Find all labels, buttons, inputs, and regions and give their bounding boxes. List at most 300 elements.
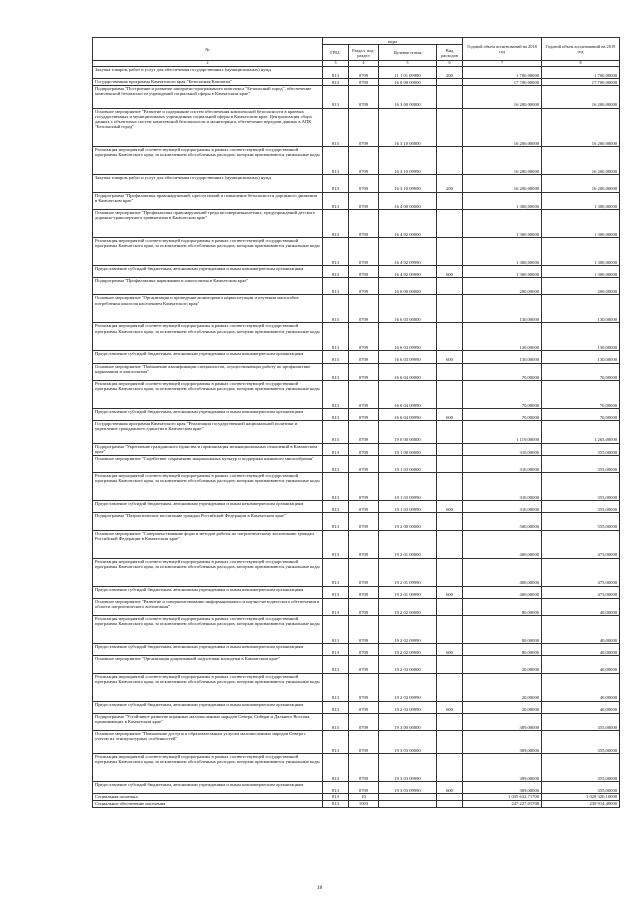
row-volume-2019: 1 300,00000 xyxy=(542,237,620,265)
row-volume-2018: 1 300,00000 xyxy=(463,265,542,277)
row-volume-2019: 16 200,00000 xyxy=(542,147,620,175)
row-grbs: 813 xyxy=(323,421,349,444)
row-grbs: 813 xyxy=(323,175,349,192)
row-section: 0709 xyxy=(349,192,379,209)
row-expense-type: 600 xyxy=(437,351,463,363)
row-section: 0709 xyxy=(349,616,379,644)
row-target-code: 19 1 03 00000 xyxy=(379,455,437,472)
row-section: 0709 xyxy=(349,656,379,673)
row-volume-2018: 1 035 632,71700 xyxy=(463,793,542,800)
row-volume-2018: 309,00000 xyxy=(463,781,542,793)
row-volume-2018: 310,00000 xyxy=(463,501,542,513)
table-row xyxy=(93,443,620,455)
row-grbs: 813 xyxy=(323,731,349,754)
row-volume-2019: 40,00000 xyxy=(542,656,620,673)
row-target-code: 16 3 10 09990 xyxy=(379,147,437,175)
header-num: № xyxy=(93,38,323,61)
row-name: Основное мероприятие "Повышение доступа к образовательным услугам малочисленных народов Севера с учетом их этнокультурных особенностей" xyxy=(93,731,323,754)
table-row xyxy=(93,800,620,807)
row-expense-type xyxy=(437,323,463,351)
row-expense-type: 600 xyxy=(437,586,463,598)
row-name: Основное мероприятие "Повышение квалификации специалистов, осуществляющих работу по профилактике наркомании и алкоголизма" xyxy=(93,363,323,380)
row-section: 0709 xyxy=(349,644,379,656)
table-row xyxy=(93,265,620,277)
index-cell: 7 xyxy=(463,61,542,67)
table-row xyxy=(93,673,620,701)
row-volume-2018: 16 200,00000 xyxy=(463,85,542,108)
row-expense-type: 600 xyxy=(437,408,463,420)
row-expense-type xyxy=(437,598,463,615)
table-row xyxy=(93,408,620,420)
row-volume-2018: 310,00000 xyxy=(463,443,542,455)
row-target-code: 19 3 00 00000 xyxy=(379,713,437,730)
row-target-code: 16 4 02 00000 xyxy=(379,209,437,237)
row-expense-type xyxy=(437,278,463,295)
row-name: Реализация мероприятий соответствующей подпрограммы в рамках соответствующей государственной программы Камчатского края, за исключением обособленных расходов, которым присваиваются уникальные коды xyxy=(93,753,323,781)
row-volume-2018: 400,00000 xyxy=(463,530,542,558)
row-grbs: 813 xyxy=(323,237,349,265)
row-volume-2019: 355,00000 xyxy=(542,731,620,754)
row-grbs: 813 xyxy=(323,530,349,558)
row-target-code: 19 2 02 09990 xyxy=(379,644,437,656)
row-name: Подпрограмма "Патриотическое воспитание граждан Российской Федерации в Камчатском крае" xyxy=(93,513,323,530)
row-volume-2019: 16 200,00000 xyxy=(542,108,620,147)
row-volume-2019: 1 300,00000 xyxy=(542,265,620,277)
row-grbs: 813 xyxy=(323,108,349,147)
page-number: 18 xyxy=(316,885,323,891)
row-target-code: 16 6 03 09990 xyxy=(379,323,437,351)
row-target-code: 16 6 03 09990 xyxy=(379,351,437,363)
row-expense-type xyxy=(437,380,463,408)
row-target-code: 16 6 03 00000 xyxy=(379,295,437,323)
row-volume-2019: 555,00000 xyxy=(542,513,620,530)
row-volume-2018: 400,00000 xyxy=(463,558,542,586)
header-codes: коды xyxy=(323,38,463,45)
row-target-code xyxy=(379,793,437,800)
table-row xyxy=(93,701,620,713)
row-volume-2018: 70,00000 xyxy=(463,408,542,420)
table-row xyxy=(93,753,620,781)
table-row xyxy=(93,209,620,237)
row-volume-2018: 309,00000 xyxy=(463,731,542,754)
row-target-code: 16 3 10 00000 xyxy=(379,108,437,147)
row-name: Предоставление субсидий бюджетным, автономным учреждениям и иным некоммерческим организациям xyxy=(93,781,323,793)
row-grbs: 813 xyxy=(323,79,349,86)
row-expense-type xyxy=(437,421,463,444)
row-name: Основное мероприятие "Профилактика правонарушений среди несовершеннолетних, предупреждений детского дорожно-транспортного травматизма в Камчатском крае" xyxy=(93,209,323,237)
row-grbs: 813 xyxy=(323,408,349,420)
table-row xyxy=(93,79,620,86)
row-target-code: 19 2 01 09990 xyxy=(379,558,437,586)
row-grbs: 813 xyxy=(323,616,349,644)
index-cell: 3 xyxy=(323,61,349,67)
row-volume-2019: 40,00000 xyxy=(542,701,620,713)
row-expense-type xyxy=(437,363,463,380)
header-section: Раздел, под-раздел xyxy=(349,45,379,61)
row-section: 0709 xyxy=(349,265,379,277)
row-section: 0709 xyxy=(349,295,379,323)
row-section: 0709 xyxy=(349,673,379,701)
index-cell: 6 xyxy=(437,61,463,67)
row-grbs: 813 xyxy=(323,455,349,472)
row-name: Предоставление субсидий бюджетным, автономным учреждениям и иным некоммерческим организациям xyxy=(93,408,323,420)
row-expense-type xyxy=(437,558,463,586)
row-volume-2018: 20,00000 xyxy=(463,656,542,673)
row-section: 0709 xyxy=(349,701,379,713)
row-volume-2018: 130,00000 xyxy=(463,295,542,323)
row-expense-type xyxy=(437,79,463,86)
table-row xyxy=(93,616,620,644)
row-section: 0709 xyxy=(349,108,379,147)
row-grbs: 813 xyxy=(323,380,349,408)
table-row xyxy=(93,513,620,530)
table-row xyxy=(93,558,620,586)
row-expense-type xyxy=(437,192,463,209)
index-cell: 5 xyxy=(379,61,437,67)
row-section: 0709 xyxy=(349,558,379,586)
row-volume-2018: 20,00000 xyxy=(463,701,542,713)
row-volume-2019: 70,00000 xyxy=(542,363,620,380)
index-cell: 4 xyxy=(349,61,379,67)
row-volume-2018: 310,00000 xyxy=(463,455,542,472)
row-name: Основное мероприятие "Организация допризывной подготовки молодежи в Камчатском крае" xyxy=(93,656,323,673)
row-expense-type: 600 xyxy=(437,781,463,793)
row-name: Предоставление субсидий бюджетным, автономным учреждениям и иным некоммерческим организациям xyxy=(93,265,323,277)
row-volume-2019: 130,00000 xyxy=(542,351,620,363)
row-grbs: 813 xyxy=(323,443,349,455)
row-volume-2019: 16 200,00000 xyxy=(542,85,620,108)
table-row xyxy=(93,278,620,295)
row-volume-2018: 17 700,00000 xyxy=(463,79,542,86)
row-volume-2018: 1 300,00000 xyxy=(463,237,542,265)
row-volume-2019: 355,00000 xyxy=(542,713,620,730)
row-expense-type xyxy=(437,455,463,472)
table-row xyxy=(93,295,620,323)
row-volume-2018: 80,00000 xyxy=(463,644,542,656)
row-volume-2019: 40,00000 xyxy=(542,598,620,615)
row-expense-type xyxy=(437,753,463,781)
row-target-code: 16 6 04 00000 xyxy=(379,363,437,380)
row-grbs: 813 xyxy=(323,295,349,323)
row-target-code: 19 1 03 09990 xyxy=(379,473,437,501)
row-volume-2019: 1 700,00000 xyxy=(542,67,620,79)
row-section: 0709 xyxy=(349,753,379,781)
row-name: Реализация мероприятий соответствующей подпрограммы в рамках соответствующей государственной программы Камчатского края, за исключением обособленных расходов, которым присваиваются уникальные коды xyxy=(93,616,323,644)
row-target-code: 19 2 01 09990 xyxy=(379,586,437,598)
table-row xyxy=(93,237,620,265)
row-name: Реализация мероприятий соответствующей подпрограммы в рамках соответствующей государственной программы Камчатского края, за исключением обособленных расходов, которым присваиваются уникальные коды xyxy=(93,147,323,175)
row-volume-2019: 355,00000 xyxy=(542,781,620,793)
row-volume-2018: 130,00000 xyxy=(463,351,542,363)
row-name: Подпрограмма "Укрепление гражданского единства и гармонизация межнациональных отношений в Камчатском крае" xyxy=(93,443,323,455)
row-section: 0709 xyxy=(349,67,379,79)
row-section: 0709 xyxy=(349,278,379,295)
row-volume-2018: 1 300,00000 xyxy=(463,209,542,237)
row-name: Основное мероприятие "Содействие сохранению национальных культур и поддержка языкового многообразия" xyxy=(93,455,323,472)
row-expense-type xyxy=(437,85,463,108)
row-grbs: 813 xyxy=(323,363,349,380)
row-target-code: 16 6 04 09990 xyxy=(379,408,437,420)
row-target-code: 19 2 03 09990 xyxy=(379,701,437,713)
row-expense-type: 600 xyxy=(437,265,463,277)
header-target: Целевая статья xyxy=(379,45,437,61)
table-row xyxy=(93,380,620,408)
row-target-code: 19 2 02 00000 xyxy=(379,598,437,615)
row-volume-2018: 1 700,00000 xyxy=(463,67,542,79)
row-section: 0709 xyxy=(349,380,379,408)
row-section: 0709 xyxy=(349,473,379,501)
row-expense-type xyxy=(437,793,463,800)
row-grbs: 813 xyxy=(323,713,349,730)
index-cell: 8 xyxy=(542,61,620,67)
row-section: 0709 xyxy=(349,237,379,265)
row-volume-2018: 200,00000 xyxy=(463,278,542,295)
row-grbs: 813 xyxy=(323,598,349,615)
row-section: 0709 xyxy=(349,79,379,86)
row-volume-2018: 16 200,00000 xyxy=(463,175,542,192)
row-volume-2019: 355,00000 xyxy=(542,473,620,501)
row-grbs: 813 xyxy=(323,513,349,530)
row-section: 10 xyxy=(349,793,379,800)
row-grbs: 813 xyxy=(323,147,349,175)
row-grbs: 813 xyxy=(323,753,349,781)
row-expense-type xyxy=(437,209,463,237)
row-section: 0709 xyxy=(349,209,379,237)
row-grbs: 813 xyxy=(323,793,349,800)
row-target-code: 16 6 00 00000 xyxy=(379,278,437,295)
row-grbs: 813 xyxy=(323,673,349,701)
row-target-code: 19 0 00 00000 xyxy=(379,421,437,444)
row-expense-type xyxy=(437,513,463,530)
row-volume-2018: 310,00000 xyxy=(463,473,542,501)
row-name: Основное мероприятие "Организация и проведение мониторинга наркоситуации и изучения масштабов потребления алкоголя населением Камчатского края" xyxy=(93,295,323,323)
table-row xyxy=(93,351,620,363)
row-expense-type xyxy=(437,147,463,175)
table-row xyxy=(93,192,620,209)
row-name: Подпрограмма "Профилактика наркомании и алкоголизма в Камчатском крае" xyxy=(93,278,323,295)
row-section: 0709 xyxy=(349,175,379,192)
row-name: Подпрограмма "Устойчивое развитие коренных малочисленных народов Севера, Сибири и Дальнего Востока, проживающих в Камчатском крае" xyxy=(93,713,323,730)
row-expense-type xyxy=(437,656,463,673)
row-volume-2018: 400,00000 xyxy=(463,586,542,598)
row-name: Подпрограмма "Профилактика правонарушений, преступлений и повышение безопасности дорожного движения в Камчатском крае" xyxy=(93,192,323,209)
header-grbs: ГРБС xyxy=(323,45,349,61)
row-name: Социальное обеспечение населения xyxy=(93,800,323,807)
row-volume-2018: 130,00000 xyxy=(463,323,542,351)
table-row xyxy=(93,586,620,598)
row-name: Основное мероприятие "Совершенствование форм и методов работы по патриотическому воспитанию граждан Российской Федерации в Камчатском крае" xyxy=(93,530,323,558)
table-row xyxy=(93,713,620,730)
budget-sheet xyxy=(92,37,619,808)
row-expense-type xyxy=(437,108,463,147)
row-section: 0709 xyxy=(349,781,379,793)
row-target-code: 19 3 03 00000 xyxy=(379,731,437,754)
row-volume-2019: 1 265,00000 xyxy=(542,421,620,444)
row-volume-2019: 40,00000 xyxy=(542,673,620,701)
row-name: Предоставление субсидий бюджетным, автономным учреждениям и иным некоммерческим организациям xyxy=(93,701,323,713)
row-volume-2019: 1 300,00000 xyxy=(542,192,620,209)
row-name: Предоставление субсидий бюджетным, автономным учреждениям и иным некоммерческим организациям xyxy=(93,586,323,598)
row-target-code: 19 1 00 00000 xyxy=(379,443,437,455)
row-grbs: 813 xyxy=(323,781,349,793)
budget-table xyxy=(92,37,620,808)
table-row xyxy=(93,323,620,351)
row-volume-2019: 130,00000 xyxy=(542,295,620,323)
row-volume-2018: 247 227,01700 xyxy=(463,800,542,807)
table-row xyxy=(93,731,620,754)
row-grbs: 813 xyxy=(323,209,349,237)
row-target-code: 19 3 03 09990 xyxy=(379,781,437,793)
row-target-code: 16 4 02 09990 xyxy=(379,237,437,265)
row-expense-type xyxy=(437,530,463,558)
row-name: Реализация мероприятий соответствующей подпрограммы в рамках соответствующей государственной программы Камчатского края, за исключением обособленных расходов, которым присваиваются уникальные коды xyxy=(93,673,323,701)
index-cell: 2 xyxy=(93,61,323,67)
row-volume-2018: 70,00000 xyxy=(463,363,542,380)
row-target-code: 16 4 02 09990 xyxy=(379,265,437,277)
row-section: 0709 xyxy=(349,351,379,363)
table-row xyxy=(93,530,620,558)
row-target-code: 16 3 00 00000 xyxy=(379,85,437,108)
row-name: Государственная программа Камчатского края "Безопасная Камчатка" xyxy=(93,79,323,86)
row-section: 0709 xyxy=(349,443,379,455)
row-volume-2019: 355,00000 xyxy=(542,455,620,472)
row-volume-2018: 1 300,00000 xyxy=(463,192,542,209)
row-name: Реализация мероприятий соответствующей подпрограммы в рамках соответствующей государственной программы Камчатского края, за исключением обособленных расходов, которым присваиваются уникальные коды xyxy=(93,558,323,586)
table-row xyxy=(93,421,620,444)
row-name: Подпрограмма "Построение и развитие аппаратно-программного комплекса "Безопасный город", обеспечение комплексной безопасности учреждений социальной сферы в Камчатском крае" xyxy=(93,85,323,108)
row-grbs: 813 xyxy=(323,644,349,656)
row-target-code: 19 2 02 09990 xyxy=(379,616,437,644)
row-grbs: 813 xyxy=(323,656,349,673)
row-volume-2019: 16 200,00000 xyxy=(542,175,620,192)
row-volume-2019: 239 914,40000 xyxy=(542,800,620,807)
row-name: Социальная политика xyxy=(93,793,323,800)
row-volume-2019: 200,00000 xyxy=(542,278,620,295)
row-section: 0709 xyxy=(349,147,379,175)
row-section: 0709 xyxy=(349,421,379,444)
row-volume-2019: 355,00000 xyxy=(542,753,620,781)
row-volume-2018: 309,00000 xyxy=(463,753,542,781)
table-row xyxy=(93,363,620,380)
row-grbs: 813 xyxy=(323,473,349,501)
header-vol2018: Годовой объем ассигнований на 2018 год xyxy=(463,38,542,61)
row-expense-type xyxy=(437,800,463,807)
row-expense-type: 600 xyxy=(437,501,463,513)
row-name: Основное мероприятие "Развитие и содержание систем обеспечения комплексной безопасности в краевых государственных и муниципальных учреждениях социальной сферы в Камчатском крае. Централизация сбора данных с объектовых систем комплексной безопасности и мониторинга, обеспечение передачи данных в АПК "Безопасный город" xyxy=(93,108,323,147)
row-grbs: 813 xyxy=(323,278,349,295)
row-volume-2019: 355,00000 xyxy=(542,501,620,513)
row-expense-type xyxy=(437,295,463,323)
header-exp-type: Вид расходов xyxy=(437,45,463,61)
row-volume-2019: 1 300,00000 xyxy=(542,209,620,237)
row-target-code: 19 2 03 09990 xyxy=(379,673,437,701)
row-name: Реализация мероприятий соответствующей подпрограммы в рамках соответствующей государственной программы Камчатского края, за исключением обособленных расходов, которым присваиваются уникальные коды xyxy=(93,380,323,408)
row-expense-type xyxy=(437,616,463,644)
row-name: Предоставление субсидий бюджетным, автономным учреждениям и иным некоммерческим организациям xyxy=(93,351,323,363)
row-volume-2019: 70,00000 xyxy=(542,380,620,408)
row-name: Реализация мероприятий соответствующей подпрограммы в рамках соответствующей государственной программы Камчатского края, за исключением обособленных расходов, которым присваиваются уникальные коды xyxy=(93,473,323,501)
header-vol2019: Годовой объем ассигнований на 2019 год xyxy=(542,38,620,61)
row-volume-2018: 309,00000 xyxy=(463,713,542,730)
row-expense-type: 600 xyxy=(437,644,463,656)
row-section: 0709 xyxy=(349,530,379,558)
row-name: Предоставление субсидий бюджетным, автономным учреждениям и иным некоммерческим организациям xyxy=(93,644,323,656)
row-name: Государственная программа Камчатского края "Реализация государственной национальной политики и укрепление гражданского единства в Камчатском крае" xyxy=(93,421,323,444)
row-section: 0709 xyxy=(349,513,379,530)
row-volume-2018: 16 200,00000 xyxy=(463,108,542,147)
row-section: 0709 xyxy=(349,731,379,754)
table-row xyxy=(93,455,620,472)
row-grbs: 813 xyxy=(323,701,349,713)
row-section: 0709 xyxy=(349,455,379,472)
row-grbs: 813 xyxy=(323,192,349,209)
table-row xyxy=(93,147,620,175)
row-volume-2019: 475,00000 xyxy=(542,558,620,586)
row-name: Реализация мероприятий соответствующей подпрограммы в рамках соответствующей государственной программы Камчатского края, за исключением обособленных расходов, которым присваиваются уникальные коды xyxy=(93,237,323,265)
row-expense-type: 600 xyxy=(437,701,463,713)
row-target-code: 19 2 03 00000 xyxy=(379,656,437,673)
row-section: 0709 xyxy=(349,85,379,108)
table-row xyxy=(93,644,620,656)
row-volume-2019: 17 700,00000 xyxy=(542,79,620,86)
row-grbs: 813 xyxy=(323,265,349,277)
row-volume-2018: 80,00000 xyxy=(463,616,542,644)
row-volume-2018: 1 119,00000 xyxy=(463,421,542,444)
row-name: Закупка товаров, работ и услуг для обеспечения государственных (муниципальных) нужд xyxy=(93,175,323,192)
row-name: Предоставление субсидий бюджетным, автономным учреждениям и иным некоммерческим организациям xyxy=(93,501,323,513)
row-target-code: 16 6 04 09990 xyxy=(379,380,437,408)
row-section: 0709 xyxy=(349,598,379,615)
row-expense-type xyxy=(437,731,463,754)
row-section: 0709 xyxy=(349,586,379,598)
table-row xyxy=(93,108,620,147)
row-volume-2018: 80,00000 xyxy=(463,598,542,615)
row-grbs: 813 xyxy=(323,800,349,807)
table-row xyxy=(93,793,620,800)
row-grbs: 813 xyxy=(323,351,349,363)
row-target-code xyxy=(379,800,437,807)
row-target-code: 16 0 00 00000 xyxy=(379,79,437,86)
row-grbs: 813 xyxy=(323,67,349,79)
row-grbs: 813 xyxy=(323,323,349,351)
row-section: 0709 xyxy=(349,363,379,380)
row-name: Основное мероприятие "Развитие и совершенствование информационного и научно-методического обеспечения в области патриотического воспитания" xyxy=(93,598,323,615)
row-volume-2019: 40,00000 xyxy=(542,644,620,656)
row-volume-2018: 20,00000 xyxy=(463,673,542,701)
row-volume-2019: 40,00000 xyxy=(542,616,620,644)
row-section: 0709 xyxy=(349,408,379,420)
row-section: 1003 xyxy=(349,800,379,807)
row-target-code: 19 2 00 00000 xyxy=(379,513,437,530)
table-row xyxy=(93,656,620,673)
table-row xyxy=(93,501,620,513)
row-expense-type xyxy=(437,713,463,730)
row-volume-2018: 70,00000 xyxy=(463,380,542,408)
row-grbs: 813 xyxy=(323,586,349,598)
row-section: 0709 xyxy=(349,501,379,513)
table-row xyxy=(93,781,620,793)
row-grbs: 813 xyxy=(323,85,349,108)
row-volume-2019: 1 028 320,10000 xyxy=(542,793,620,800)
table-row xyxy=(93,85,620,108)
row-grbs: 813 xyxy=(323,501,349,513)
row-volume-2018: 16 200,00000 xyxy=(463,147,542,175)
row-volume-2019: 355,00000 xyxy=(542,443,620,455)
row-target-code: 16 4 00 00000 xyxy=(379,192,437,209)
row-expense-type: 200 xyxy=(437,67,463,79)
row-name: Реализация мероприятий соответствующей подпрограммы в рамках соответствующей государственной программы Камчатского края, за исключением обособленных расходов, которым присваиваются уникальные коды xyxy=(93,323,323,351)
row-expense-type xyxy=(437,237,463,265)
